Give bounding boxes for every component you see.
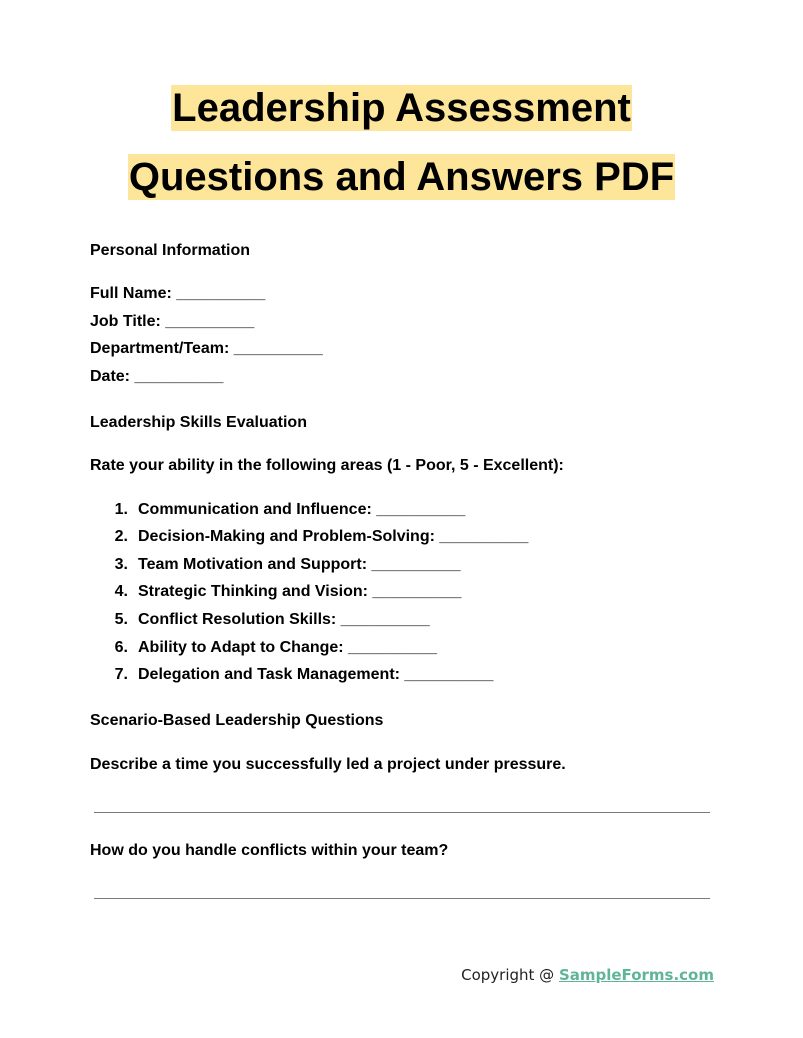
list-item-text: Strategic Thinking and Vision: __________ [138,583,462,600]
skills-instruction: Rate your ability in the following areas (1 - Poor, 5 - Excellent): [90,457,564,474]
title-line-2: Questions and Answers PDF [128,155,675,199]
list-item [80,555,460,575]
list-number: 2. [114,528,128,545]
date-field: Date: __________ [90,368,224,385]
list-number: 5. [114,611,128,628]
list-item [80,500,465,520]
scenario-heading: Scenario-Based Leadership Questions [90,712,384,729]
list-item [80,638,437,658]
copyright-footer [461,965,714,985]
list-item [80,527,528,547]
list-number: 7. [114,666,128,683]
answer-line-1 [94,812,710,813]
list-item-text: Team Motivation and Support: __________ [138,556,461,573]
skills-heading: Leadership Skills Evaluation [90,414,307,431]
answer-line-2 [94,898,710,899]
scenario-question-2: How do you handle conflicts within your team? [90,842,449,859]
job-title-field: Job Title: __________ [90,313,255,330]
list-number: 4. [114,583,128,600]
list-item-text: Ability to Adapt to Change: __________ [138,639,438,656]
department-field: Department/Team: __________ [90,340,323,357]
list-number: 1. [114,501,128,518]
sampleforms-link[interactable]: SampleForms.com [558,966,714,984]
list-item-text: Decision-Making and Problem-Solving: __________ [138,528,529,545]
list-number: 3. [114,556,128,573]
full-name-field: Full Name: __________ [90,285,266,302]
list-item [80,665,493,685]
list-item-text: Communication and Influence: __________ [138,501,466,518]
list-item-text: Conflict Resolution Skills: __________ [138,611,430,628]
list-item [80,582,461,602]
list-item-text: Delegation and Task Management: __________ [138,666,494,683]
list-item [80,610,430,630]
copyright-text: Copyright @ [461,966,559,984]
document-title [0,78,803,200]
list-number: 6. [114,639,128,656]
scenario-question-1: Describe a time you successfully led a project under pressure. [90,756,566,773]
personal-info-heading: Personal Information [90,242,251,259]
title-line-1: Leadership Assessment [172,86,631,130]
